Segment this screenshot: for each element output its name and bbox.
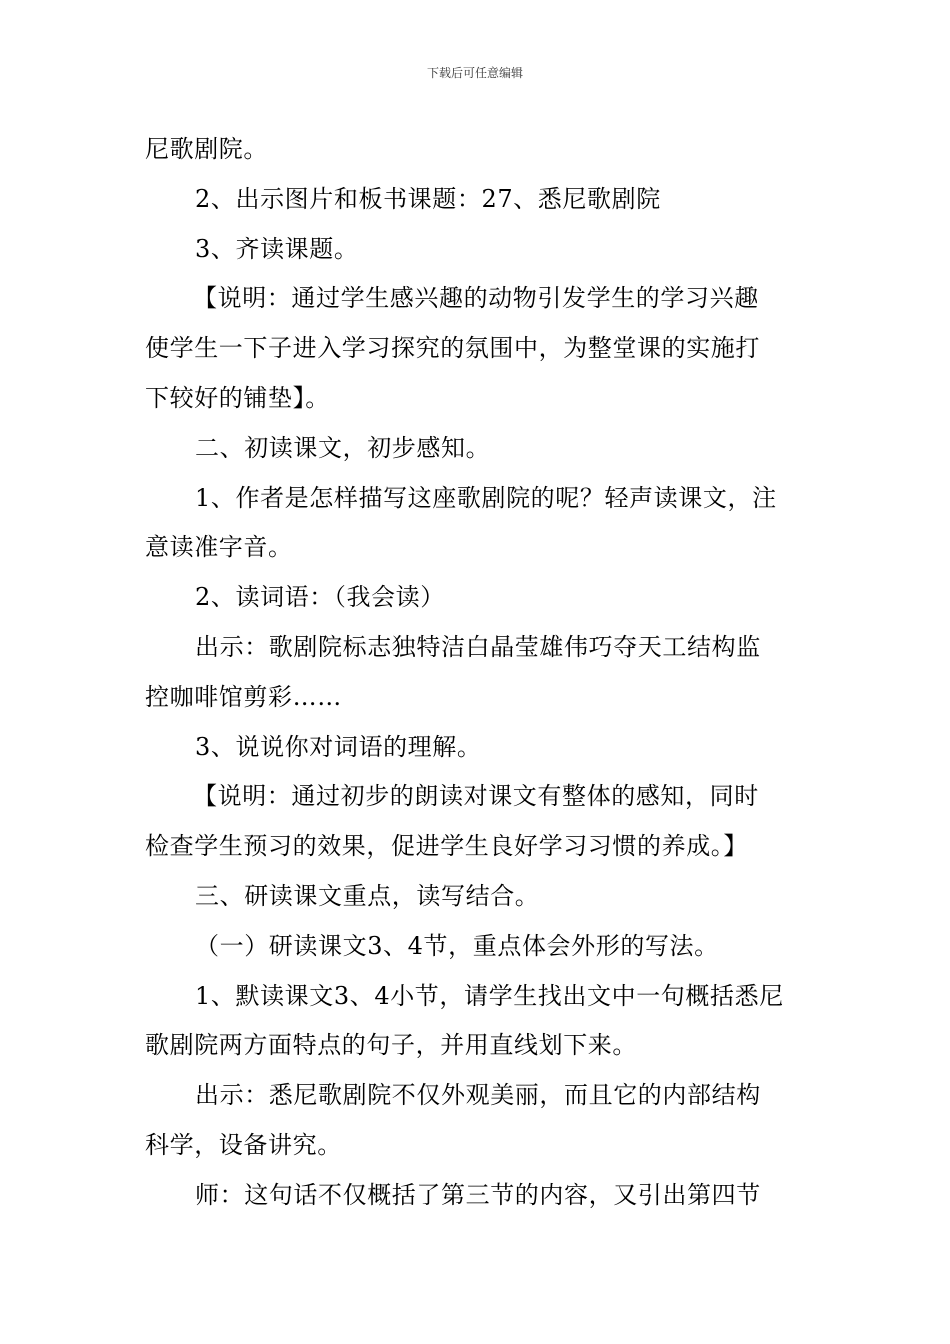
text-line: 3、齐读课题。 [195,234,359,263]
text-line: 下较好的铺垫】。 [145,383,330,412]
text-line: 师：这句话不仅概括了第三节的内容，又引出第四节 [195,1180,761,1209]
page-header: 下载后可任意编辑 [426,66,523,80]
text-line: 意读准字音。 [145,533,293,562]
text-line: （一）研读课文3、4节，重点体会外形的写法。 [195,931,719,960]
text-line: 1、作者是怎样描写这座歌剧院的呢？轻声读课文，注 [195,483,777,512]
text-line: 歌剧院两方面特点的句子，并用直线划下来。 [145,1031,637,1060]
text-line: 使学生一下子进入学习探究的氛围中，为整堂课的实施打 [145,334,760,363]
text-line: 3、说说你对词语的理解。 [195,732,482,761]
text-line: 科学，设备讲究。 [145,1130,342,1159]
text-line: 控咖啡馆剪彩…… [145,682,342,711]
text-line: 【说明：通过初步的朗读对课文有整体的感知，同时 [193,782,759,811]
text-line: 出示：歌剧院标志独特洁白晶莹雄伟巧夺天工结构监 [195,632,761,661]
text-line: 检查学生预习的效果，促进学生良好学习习惯的养成。】 [145,832,748,861]
text-line: 2、出示图片和板书课题：27、悉尼歌剧院 [195,184,661,213]
text-line: 尼歌剧院。 [145,135,268,163]
text-line: 1、默读课文3、4小节，请学生找出文中一句概括悉尼 [195,981,784,1010]
text-line: 2、读词语：（我会读） [195,583,445,612]
text-line: 三、研读课文重点，读写结合。 [195,881,540,910]
text-line: 【说明：通过学生感兴趣的动物引发学生的学习兴趣 [193,284,759,313]
text-line: 出示：悉尼歌剧院不仅外观美丽，而且它的内部结构 [195,1081,761,1110]
text-line: 二、初读课文，初步感知。 [195,433,491,462]
document-body [145,125,810,1221]
